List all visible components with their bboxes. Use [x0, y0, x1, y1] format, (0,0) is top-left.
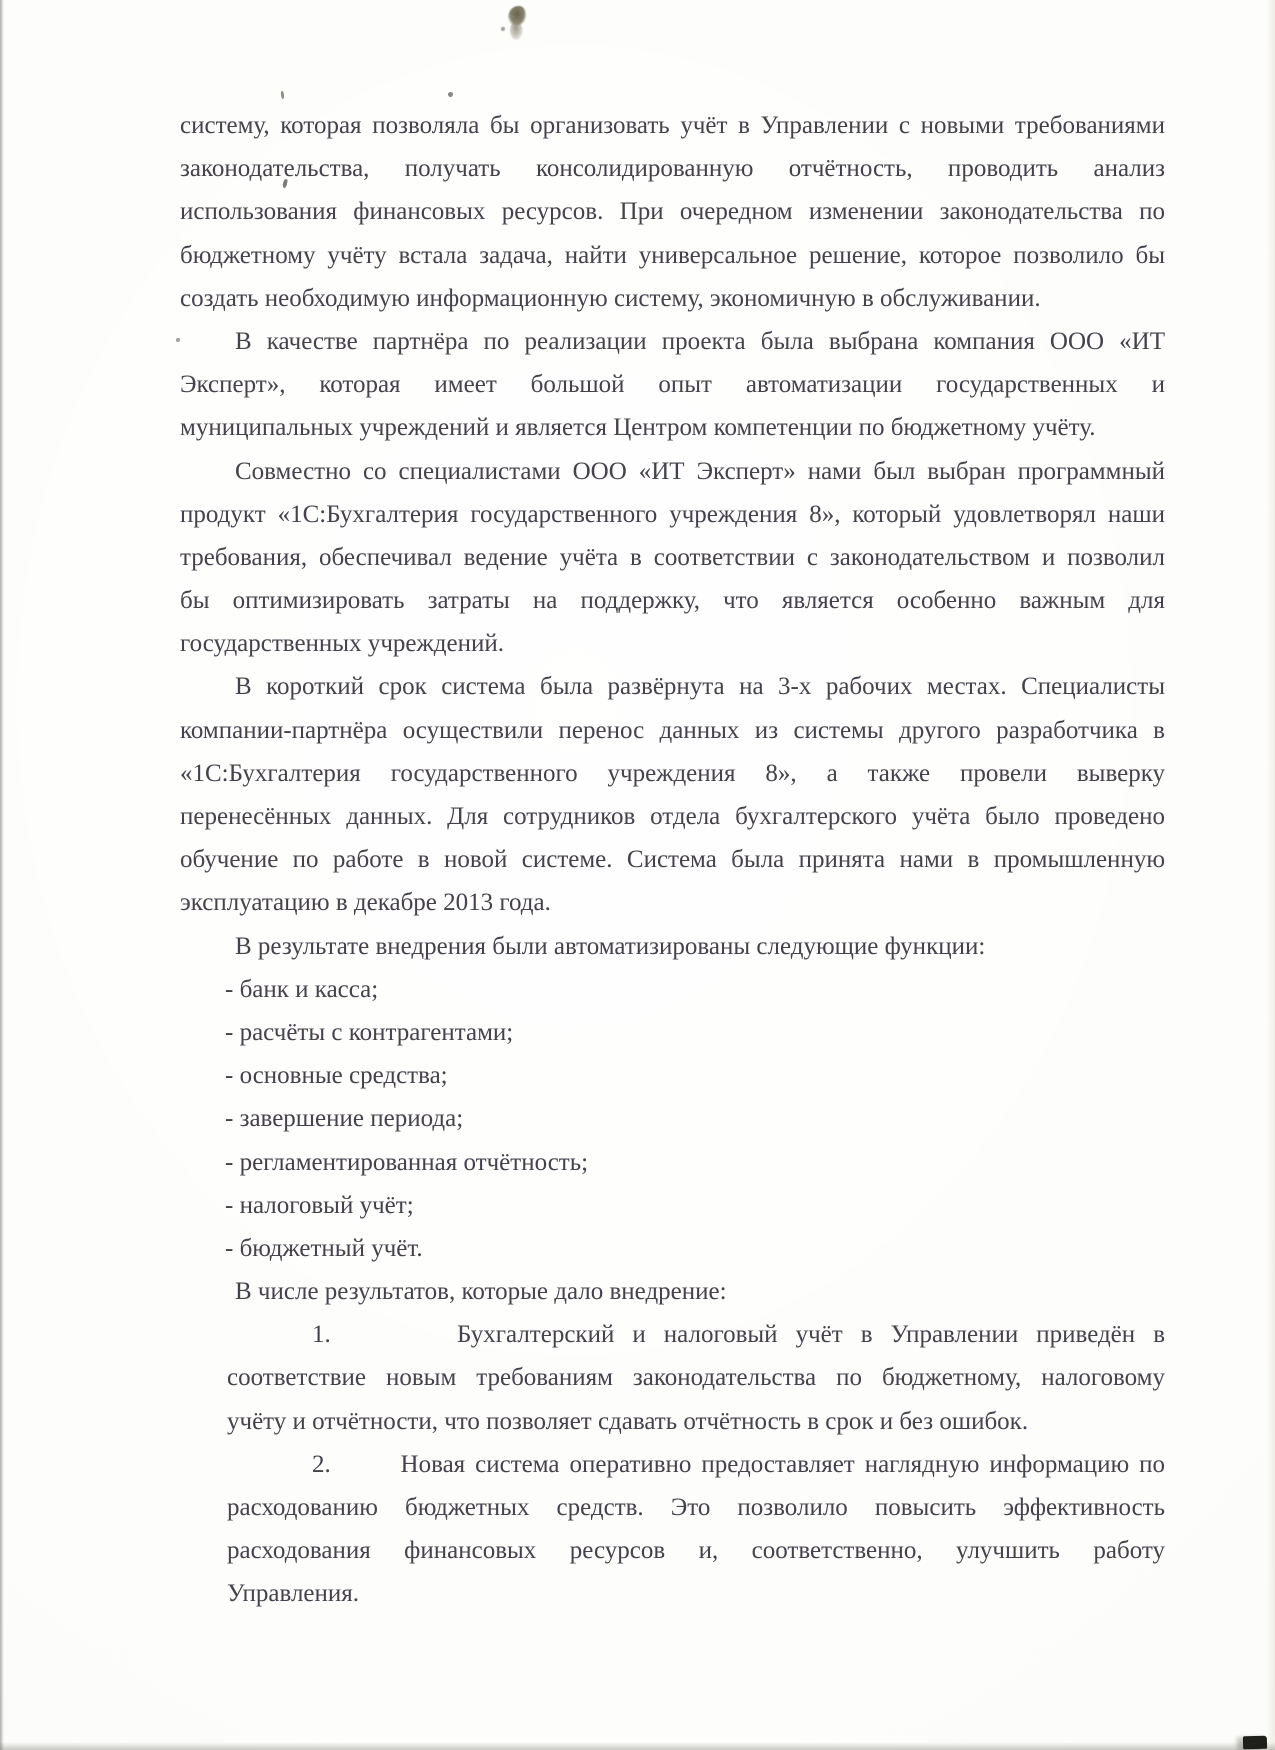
- scan-edge-right: [1266, 0, 1275, 1750]
- text-line: В качестве партнёра по реализации проекта была выбрана компания ООО «ИТ: [235, 327, 1165, 355]
- scan-edge-left: [0, 0, 4, 1750]
- text-line: требования, обеспечивал ведение учёта в соответствии с законодательством и позволил: [180, 543, 1165, 571]
- text-line: муниципальных учреждений и является Центром компетенции по бюджетному учёту.: [180, 414, 1096, 442]
- text-line: бы оптимизировать затраты на поддержку, что является особенно важным для: [180, 587, 1165, 615]
- document-lines: [180, 104, 1165, 1616]
- text-line: Управления.: [227, 1580, 360, 1608]
- text-line: В результате внедрения были автоматизированы следующие функции:: [235, 932, 986, 960]
- text-line: продукт «1С:Бухгалтерия государственного учреждения 8», который удовлетворял наши: [180, 500, 1165, 528]
- text-line: бюджетному учёту встала задача, найти универсальное решение, которое позволило бы: [180, 241, 1165, 269]
- text-line: компании-партнёра осуществили перенос данных из системы другого разработчика в: [180, 716, 1165, 744]
- text-line: - основные средства;: [225, 1062, 448, 1090]
- text-line: В короткий срок система была развёрнута на 3-х рабочих местах. Специалисты: [235, 673, 1165, 701]
- ink-smudge: [508, 6, 526, 26]
- text-line: обучение по работе в новой системе. Система была принята нами в промышленную: [180, 846, 1165, 874]
- text-line: государственных учреждений.: [180, 630, 504, 658]
- text-line: В числе результатов, которые дало внедрение:: [235, 1278, 727, 1306]
- text-line: соответствие новым требованиям законодательства по бюджетному, налоговому: [227, 1364, 1165, 1392]
- text-line: использования финансовых ресурсов. При очередном изменении законодательства по: [180, 198, 1165, 226]
- text-line: - банк и касса;: [225, 975, 379, 1003]
- text-line: - расчёты с контрагентами;: [225, 1018, 514, 1046]
- text-line: создать необходимую информационную систему, экономичную в обслуживании.: [180, 284, 1041, 312]
- scan-edge-bottom: [0, 1742, 1275, 1750]
- text-line: учёту и отчётности, что позволяет сдавать отчётность в срок и без ошибок.: [227, 1407, 1029, 1435]
- text-line: «1С:Бухгалтерия государственного учреждения 8», а также провели выверку: [180, 759, 1165, 787]
- text-line: 1. Бухгалтерский и налоговый учёт в Управлении приведён в: [312, 1321, 1165, 1349]
- scan-speck: [448, 92, 453, 97]
- text-line: расходованию бюджетных средств. Это позволило повысить эффективность: [227, 1494, 1165, 1521]
- text-line: - завершение периода;: [225, 1105, 464, 1133]
- text-line: законодательства, получать консолидированную отчётность, проводить анализ: [180, 155, 1165, 183]
- text-line: эксплуатацию в декабре 2013 года.: [180, 889, 551, 917]
- text-line: Эксперт», которая имеет большой опыт автоматизации государственных и: [180, 371, 1165, 399]
- scan-speck: [280, 91, 284, 99]
- text-line: - налоговый учёт;: [225, 1191, 414, 1219]
- scan-corner-mark: [1243, 1736, 1267, 1750]
- text-line: - бюджетный учёт.: [225, 1234, 423, 1262]
- text-line: 2. Новая система оперативно предоставляет наглядную информацию по: [312, 1450, 1165, 1478]
- text-line: систему, которая позволяла бы организовать учёт в Управлении с новыми требованиями: [180, 112, 1165, 139]
- text-line: расходования финансовых ресурсов и, соответственно, улучшить работу: [227, 1537, 1165, 1565]
- text-line: перенесённых данных. Для сотрудников отдела бухгалтерского учёта было проведено: [180, 803, 1165, 830]
- text-line: Совместно со специалистами ООО «ИТ Эксперт» нами был выбран программный: [235, 457, 1165, 485]
- text-line: - регламентированная отчётность;: [225, 1148, 589, 1176]
